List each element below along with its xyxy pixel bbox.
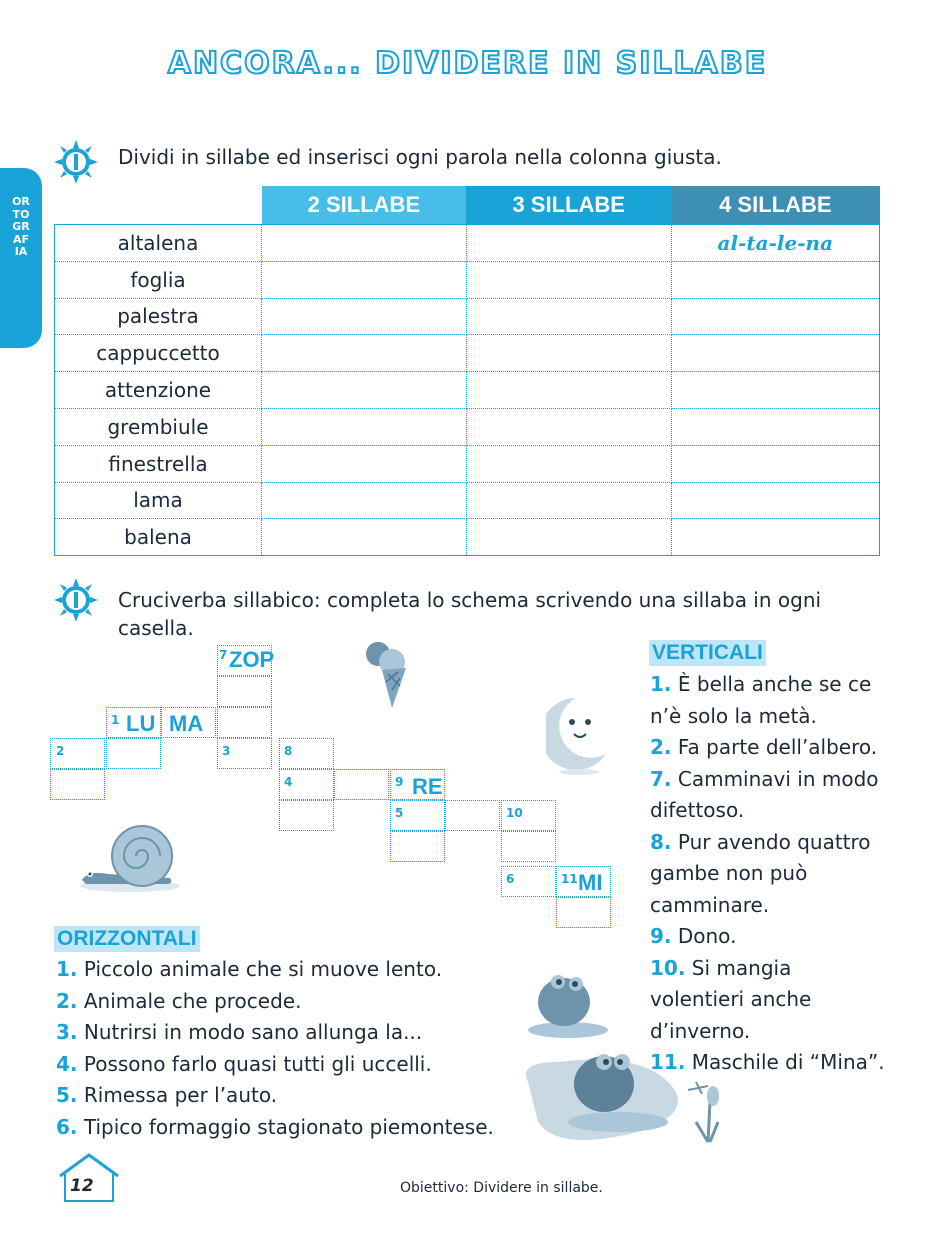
header-2-sillabe: 2 SILLABE <box>262 186 467 225</box>
page-title: ANCORA... DIVIDERE IN SILLABE <box>167 46 768 81</box>
answer-cell[interactable] <box>466 445 671 482</box>
orizzontali-heading: ORIZZONTALI <box>54 926 200 952</box>
answer-cell[interactable] <box>671 335 879 372</box>
clue-line: volentieri anche <box>650 987 812 1011</box>
crossword-cell[interactable] <box>279 800 334 831</box>
table-row <box>55 372 880 409</box>
answer-cell[interactable] <box>671 261 879 298</box>
crossword-cell[interactable] <box>217 676 272 707</box>
clue-line: n’è solo la metà. <box>650 703 817 728</box>
answer-cell[interactable] <box>262 261 467 298</box>
answer-cell[interactable] <box>466 408 671 445</box>
clue-line: 7. Camminavi in modo <box>650 766 879 791</box>
example-answer: al-ta-le-na <box>717 230 834 255</box>
word-cell: foglia <box>55 261 262 298</box>
answer-cell[interactable] <box>466 519 671 556</box>
answer-cell[interactable] <box>466 261 671 298</box>
crossword-cell[interactable] <box>556 897 611 928</box>
verticali-clues <box>650 669 920 1079</box>
clue-number: 2 <box>56 744 65 758</box>
answer-cell[interactable] <box>466 482 671 519</box>
clue-line: gambe non può <box>650 861 808 885</box>
exercise-sun-icon <box>54 578 98 622</box>
clue-number: 3 <box>222 744 231 758</box>
clue-line: 4. Possono farlo quasi tutti gli uccelli. <box>56 1051 432 1076</box>
table-row <box>55 445 880 482</box>
clue-number: 11 <box>561 872 578 886</box>
clue-line: 10. Si mangia <box>650 955 792 980</box>
crossword-cell[interactable] <box>390 831 445 862</box>
table-row <box>55 298 880 335</box>
word-cell: palestra <box>55 298 262 335</box>
crossword-cell[interactable] <box>501 831 556 862</box>
clue-line: 11. Maschile di “Mina”. <box>650 1050 885 1074</box>
crossword-cell[interactable] <box>334 769 389 800</box>
table-row <box>55 261 880 298</box>
word-cell: attenzione <box>55 372 262 409</box>
table-row <box>55 225 880 262</box>
answer-cell[interactable] <box>262 298 467 335</box>
answer-cell[interactable] <box>262 445 467 482</box>
syllable-table <box>54 186 880 556</box>
table-row <box>55 482 880 519</box>
answer-cell[interactable] <box>466 335 671 372</box>
exercise1-instruction: Dividi in sillabe ed inserisci ogni parola nella colonna giusta. <box>118 145 722 169</box>
clue-number: 5 <box>395 806 404 820</box>
clue-line: 1. È bella anche se ce <box>650 672 872 696</box>
given-syllable: MA <box>169 711 204 736</box>
orizzontali-clues <box>56 954 536 1143</box>
given-syllable: MI <box>578 870 603 895</box>
word-cell: balena <box>55 519 262 556</box>
answer-cell[interactable] <box>671 298 879 335</box>
clue-line: difettoso. <box>650 798 745 822</box>
clue-line: 2. Fa parte dell’albero. <box>650 735 878 759</box>
table-row <box>55 408 880 445</box>
clue-number: 8 <box>284 744 293 758</box>
answer-cell[interactable] <box>671 445 879 482</box>
side-tab-label: ORTOGRAFIA <box>12 195 30 259</box>
verticali-heading: VERTICALI <box>649 640 766 666</box>
word-cell: lama <box>55 482 262 519</box>
exercise2-instruction: Cruciverba sillabico: completa lo schema scrivendo una sillaba in ogni casella. <box>118 588 822 640</box>
header-3-sillabe: 3 SILLABE <box>466 186 671 225</box>
objective-text: Obiettivo: Dividere in sillabe. <box>400 1180 603 1196</box>
crossword-cell[interactable] <box>217 707 272 738</box>
clue-number: 7 <box>219 648 228 662</box>
answer-cell[interactable] <box>262 482 467 519</box>
clue-number: 9 <box>395 775 404 789</box>
crossword-cell[interactable] <box>445 800 500 831</box>
table-row <box>55 335 880 372</box>
answer-cell[interactable] <box>262 408 467 445</box>
page-number: 12 <box>70 1176 94 1196</box>
word-cell: grembiule <box>55 408 262 445</box>
answer-cell[interactable] <box>262 372 467 409</box>
answer-cell[interactable] <box>466 225 671 262</box>
snail-illustration <box>78 824 182 894</box>
word-cell: finestrella <box>55 445 262 482</box>
clue-number: 6 <box>506 872 515 886</box>
given-syllable: ZOP <box>229 647 275 672</box>
clue-line: 1. Piccolo animale che si muove lento. <box>56 957 443 981</box>
answer-cell[interactable] <box>671 225 879 262</box>
given-syllable: RE <box>412 774 443 799</box>
ice-cream-illustration <box>362 638 412 710</box>
answer-cell[interactable] <box>671 482 879 519</box>
crossword-cell[interactable] <box>50 769 105 800</box>
exercise-sun-icon <box>54 140 98 184</box>
clue-line: 3. Nutrirsi in modo sano allunga la... <box>56 1020 423 1044</box>
clue-line: d’inverno. <box>650 1018 751 1043</box>
clue-line: 6. Tipico formaggio stagionato piemontese. <box>56 1114 494 1139</box>
given-syllable: LU <box>126 711 156 736</box>
answer-cell[interactable] <box>671 372 879 409</box>
crossword-cell[interactable] <box>106 738 161 769</box>
answer-cell[interactable] <box>466 298 671 335</box>
clue-number: 4 <box>284 775 293 789</box>
word-cell: altalena <box>55 225 262 262</box>
moon-illustration <box>546 692 612 778</box>
clue-line: camminare. <box>650 892 770 917</box>
answer-cell[interactable] <box>466 372 671 409</box>
table-row <box>55 519 880 556</box>
answer-cell[interactable] <box>671 519 879 556</box>
clue-line: 5. Rimessa per l’auto. <box>56 1083 278 1107</box>
word-cell: cappuccetto <box>55 335 262 372</box>
header-4-sillabe: 4 SILLABE <box>671 186 879 225</box>
clue-number: 10 <box>506 806 523 820</box>
answer-cell[interactable] <box>262 519 467 556</box>
clue-line: 8. Pur avendo quattro <box>650 829 871 854</box>
clue-line: 2. Animale che procede. <box>56 988 302 1013</box>
answer-cell[interactable] <box>262 225 467 262</box>
answer-cell[interactable] <box>671 408 879 445</box>
clue-line: 9. Dono. <box>650 924 737 948</box>
clue-number: 1 <box>111 713 120 727</box>
answer-cell[interactable] <box>262 335 467 372</box>
